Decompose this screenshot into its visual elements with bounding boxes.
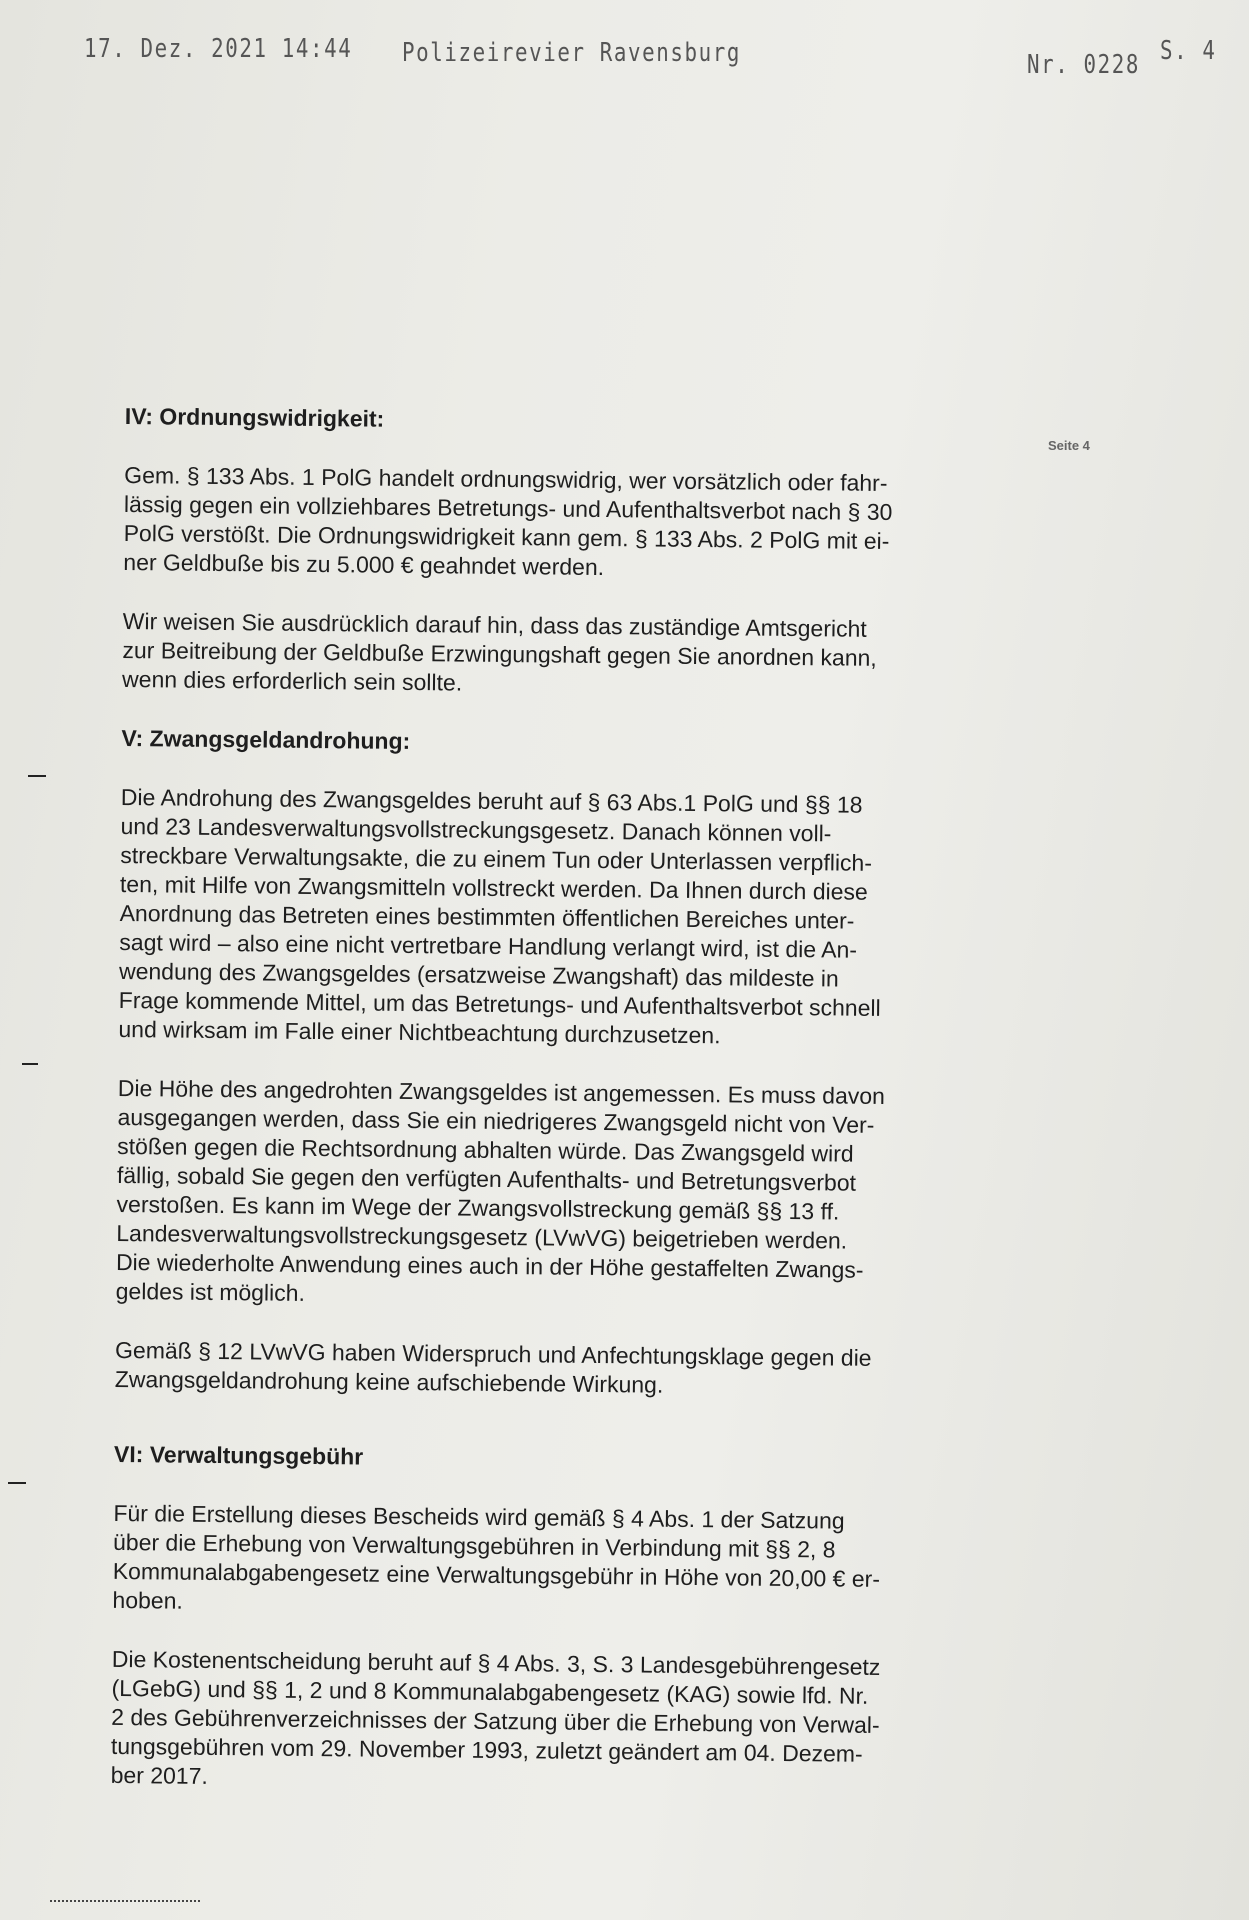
paragraph [115, 1336, 956, 1403]
text-line: zur Beitreibung der Geldbuße Erzwingungshaft gegen Sie anordnen kann, [122, 636, 877, 671]
text-line: Kommunalabgabengesetz eine Verwaltungsgebühr in Höhe von 20,00 € er- [112, 1557, 881, 1592]
text-line: Die Kostenentscheidung beruht auf § 4 Abs. 3, S. 3 Landesgebührengesetz [111, 1645, 881, 1680]
section-heading: IV: Ordnungswidrigkeit: [124, 403, 385, 432]
text-line: Wir weisen Sie ausdrücklich darauf hin, dass das zuständige Amtsgericht [122, 607, 867, 642]
section-ordnungswidrigkeit [122, 402, 965, 703]
page-marker: Seite 4 [1048, 438, 1090, 453]
text-line: Die Höhe des angedrohten Zwangsgeldes ist angemessen. Es muss davon [117, 1074, 886, 1109]
section-heading: VI: Verwaltungsgebühr [113, 1440, 364, 1470]
text-line: Zwangsgeldandrohung keine aufschiebende Wirkung. [114, 1365, 664, 1398]
section-heading: V: Zwangsgeldandrohung: [121, 724, 411, 755]
section-verwaltungsgebuehr [110, 1440, 954, 1799]
text-line: wendung des Zwangsgeldes (ersatzweise Zwangshaft) das mildeste in [118, 957, 839, 992]
text-line: und 23 Landesverwaltungsvollstreckungsgesetz. Danach können voll- [120, 812, 832, 847]
text-line: Die Androhung des Zwangsgeldes beruht auf § 63 Abs.1 PolG und §§ 18 [120, 783, 863, 818]
text-line: Anordnung das Betreten eines bestimmten öffentlichen Bereiches unter- [119, 899, 855, 934]
text-line: (LGebG) und §§ 1, 2 und 8 Kommunalabgabengesetz (KAG) sowie lfd. Nr. [111, 1674, 869, 1709]
margin-mark [28, 775, 46, 777]
paragraph [123, 461, 964, 586]
text-line: geldes ist möglich. [115, 1277, 306, 1306]
text-line: ber 2017. [110, 1761, 208, 1789]
text-line: sagt wird – also eine nicht vertretbare Handlung verlangt wird, ist die An- [119, 928, 858, 963]
text-line: fällig, sobald Sie gegen den verfügten Aufenthalts- und Betretungsverbot [116, 1161, 857, 1196]
text-line: lässig gegen ein vollziehbares Betretungs- und Aufenthaltsverbot nach § 30 [123, 490, 893, 526]
paragraph [118, 783, 961, 1053]
text-line: tungsgebühren vom 29. November 1993, zuletzt geändert am 04. Dezem- [110, 1732, 863, 1767]
text-line: Gem. § 133 Abs. 1 PolG handelt ordnungswidrig, wer vorsätzlich oder fahr- [124, 461, 888, 496]
paragraph [116, 1074, 958, 1315]
dotted-line [50, 1900, 200, 1902]
text-line: wenn dies erforderlich sein sollte. [121, 665, 463, 696]
margin-mark [22, 1063, 38, 1065]
text-line: PolG verstößt. Die Ordnungswidrigkeit kann gem. § 133 Abs. 2 PolG mit ei- [123, 519, 890, 555]
paragraph [112, 1499, 953, 1624]
document-body [110, 405, 965, 1829]
text-line: Für die Erstellung dieses Bescheids wird gemäß § 4 Abs. 1 der Satzung [113, 1499, 845, 1534]
section-zwangsgeldandrohung [115, 724, 962, 1403]
text-line: Die wiederholte Anwendung eines auch in der Höhe gestaffelten Zwangs- [115, 1248, 864, 1283]
text-line: ausgegangen werden, dass Sie ein niedrigeres Zwangsgeld nicht von Ver- [117, 1103, 875, 1138]
paragraph [122, 607, 963, 703]
text-line: ten, mit Hilfe von Zwangsmitteln vollstreckt werden. Da Ihnen durch diese [119, 870, 868, 905]
fax-header [0, 30, 1249, 90]
text-line: streckbare Verwaltungsakte, die zu einem Tun oder Unterlassen verpflich- [120, 841, 873, 876]
fax-sender: Polizeirevier Ravensburg [402, 38, 741, 68]
text-line: Frage kommende Mittel, um das Betretungs- und Aufenthaltsverbot schnell [118, 986, 881, 1021]
fax-number: Nr. 0228 [1027, 50, 1140, 80]
margin-mark [8, 1482, 26, 1484]
fax-date: 17. Dez. 2021 14:44 [84, 34, 353, 64]
text-line: 2 des Gebührenverzeichnisses der Satzung über die Erhebung von Verwal- [111, 1703, 880, 1738]
text-line: über die Erhebung von Verwaltungsgebühren in Verbindung mit §§ 2, 8 [112, 1528, 836, 1563]
text-line: ner Geldbuße bis zu 5.000 € geahndet werden. [123, 548, 605, 581]
text-line: hoben. [112, 1586, 183, 1614]
fax-page-number: S. 4 [1160, 36, 1217, 66]
text-line: Gemäß § 12 LVwVG haben Widerspruch und Anfechtungsklage gegen die [114, 1336, 872, 1371]
paragraph [110, 1645, 951, 1799]
text-line: Landesverwaltungsvollstreckungsgesetz (LVwVG) beigetrieben werden. [116, 1219, 848, 1254]
text-line: verstoßen. Es kann im Wege der Zwangsvollstreckung gemäß §§ 13 ff. [116, 1190, 840, 1225]
text-line: stößen gegen die Rechtsordnung abhalten würde. Das Zwangsgeld wird [117, 1132, 854, 1167]
text-line: und wirksam im Falle einer Nichtbeachtung durchzusetzen. [118, 1015, 721, 1049]
